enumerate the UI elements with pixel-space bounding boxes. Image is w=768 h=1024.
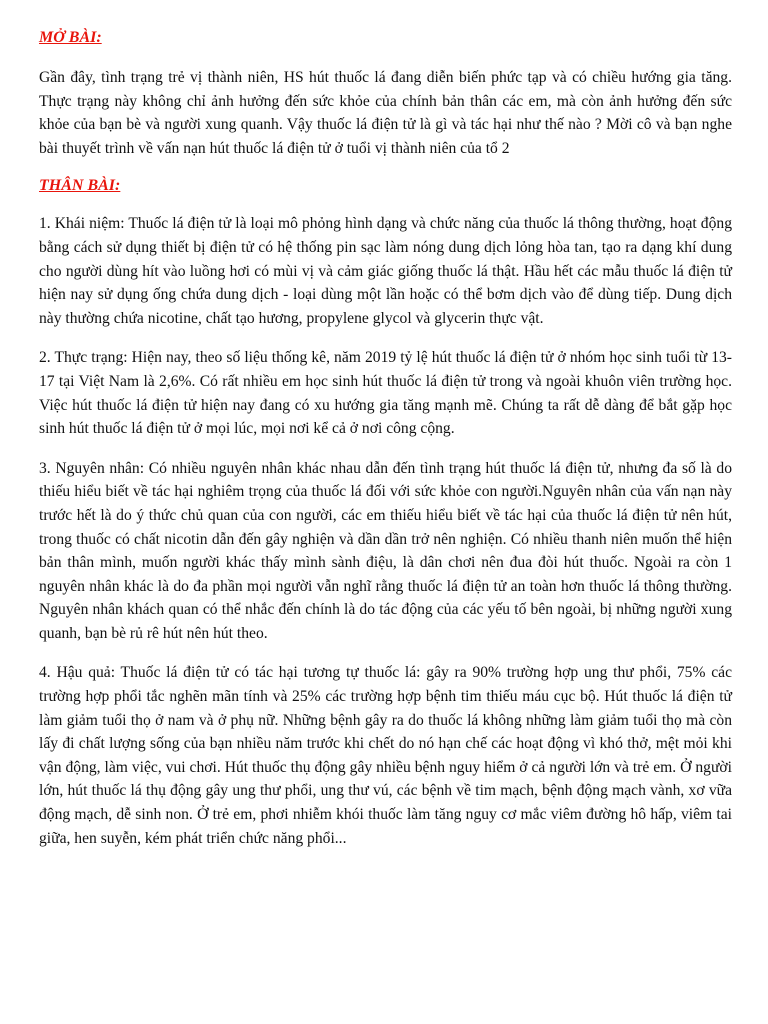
body-heading: THÂN BÀI: — [39, 177, 121, 195]
section-consequences: 4. Hậu quả: Thuốc lá điện tử có tác hại tương tự thuốc lá: gây ra 90% trường hợp ung thư phổi, 75% các trường hợp phổi tắc nghẽn mãn tính và 25% các trường hợp bệnh tim thiếu máu cục bộ. Hút thuốc lá điện tử làm giảm tuổi thọ ở nam và ở phụ nữ. Những bệnh gây ra do thuốc lá không những làm giảm tuổi thọ mà còn lấy đi chất lượng sống của bạn nhiều năm trước khi chết do nó hạn chế các hoạt động vì khó thở, mệt mỏi khi vận động, làm việc, vui chơi. Hút thuốc thụ động gây nhiều bệnh nguy hiểm ở cả người lớn và trẻ em. Ở người lớn, hút thuốc lá thụ động gây ung thư phổi, ung thư vú, các bệnh về tim mạch, bệnh động mạch vành, xơ vữa động mạch, dễ sinh non. Ở trẻ em, phơi nhiễm khói thuốc làm tăng nguy cơ mắc viêm đường hô hấp, viêm tai giữa, hen suyễn, kém phát triển chức năng phổi... — [39, 664, 732, 847]
section-current-situation: 2. Thực trạng: Hiện nay, theo số liệu thống kê, năm 2019 tỷ lệ hút thuốc lá điện tử ở nhóm học sinh tuổi từ 13-17 tại Việt Nam là 2,6%. Có rất nhiều em học sinh hút thuốc lá điện tử trong và ngoài khuôn viên trường học. Việc hút thuốc lá điện tử hiện nay đang có xu hướng gia tăng mạnh mẽ. Chúng ta rất dễ dàng để bắt gặp học sinh hút thuốc lá điện tử ở mọi lúc, mọi nơi kể cả ở nơi công cộng. — [39, 349, 732, 438]
intro-paragraph: Gần đây, tình trạng trẻ vị thành niên, HS hút thuốc lá đang diễn biến phức tạp và có chiều hướng gia tăng. Thực trạng này không chỉ ảnh hưởng đến sức khỏe của chính bản thân các em, mà còn ảnh hưởng đến sức khỏe của bạn bè và người xung quanh. Vậy thuốc lá điện tử là gì và tác hại như thế nào ? Mời cô và bạn nghe bài thuyết trình về vấn nạn hút thuốc lá điện tử ở tuổi vị thành niên của tổ 2 — [39, 69, 732, 157]
section-definition: 1. Khái niệm: Thuốc lá điện tử là loại mô phỏng hình dạng và chức năng của thuốc lá thông thường, hoạt động bằng cách sử dụng thiết bị điện tử có hệ thống pin sạc làm nóng dung dịch lỏng hòa tan, tạo ra dạng khí dung cho người dùng hít vào luồng hơi có mùi vị và cảm giác giống thuốc lá thật. Hầu hết các mẫu thuốc lá điện tử hiện nay sử dụng ống chứa dung dịch - loại dùng một lần hoặc có thể bơm dịch vào để dùng tiếp. Dung dịch này thường chứa nicotine, chất tạo hương, propylene glycol và glycerin thực vật. — [39, 215, 732, 327]
section-causes: 3. Nguyên nhân: Có nhiều nguyên nhân khác nhau dẫn đến tình trạng hút thuốc lá điện tử, nhưng đa số là do thiếu hiểu biết về tác hại nghiêm trọng của thuốc lá đối với sức khỏe con người.Nguyên nhân của vấn nạn này trước hết là do ý thức chủ quan của con người, các em thiếu hiểu biết về tác hại của thuốc lá điện tử nên hút, trong thuốc có chất nicotin dẫn đến gây nghiện và dần dần trở nên nghiện. Có nhiều thanh niên muốn thể hiện bản thân mình, muốn người khác thấy mình sành điệu, là dân chơi nên đua đòi hút thuốc. Ngoài ra còn 1 nguyên nhân khác là do đa phần mọi người vẫn nghĩ rằng thuốc lá điện tử an toàn hơn thuốc lá thông thường. Nguyên nhân khách quan có thể nhắc đến chính là do tác động của các yếu tố bên ngoài, bị những người xung quanh, bạn bè rủ rê hút nên hút theo. — [39, 459, 732, 642]
intro-heading: MỞ BÀI: — [39, 29, 102, 46]
